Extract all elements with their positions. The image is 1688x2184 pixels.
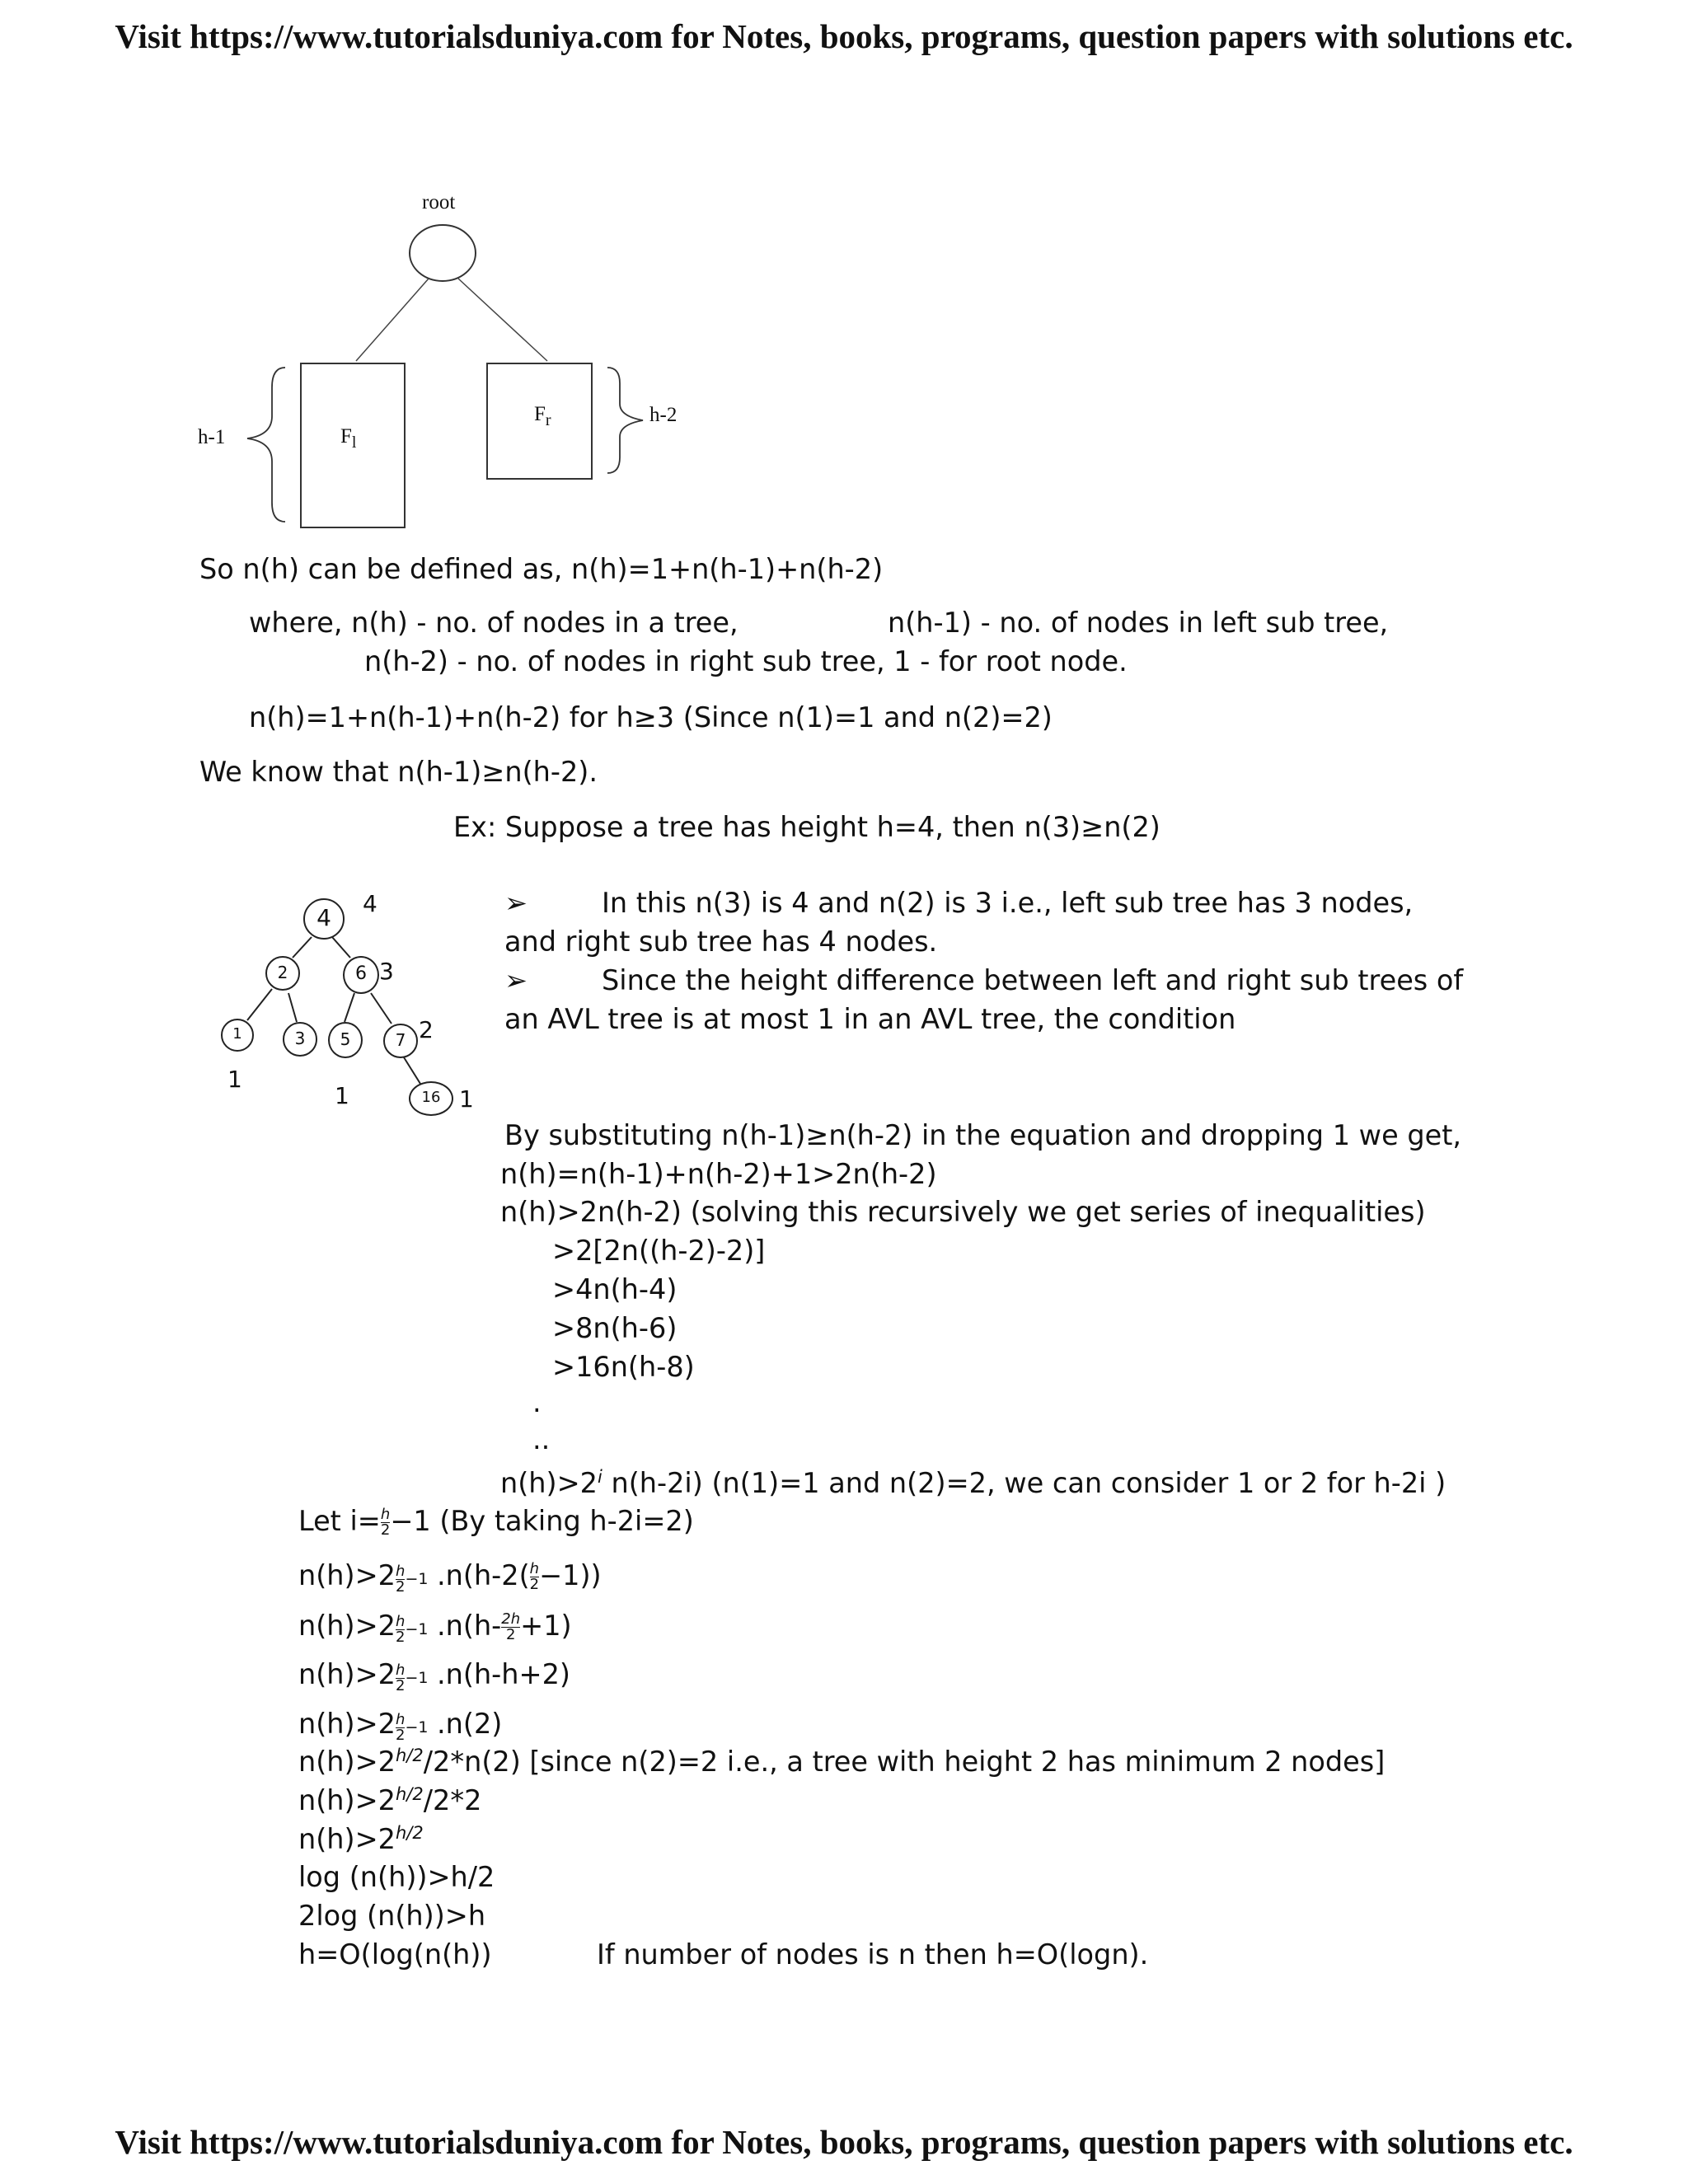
height-annotation-node-1: 1 xyxy=(227,1066,242,1093)
tree-node-4: 4 xyxy=(303,898,345,940)
power-line-2: n(h)>2 $\frac{h}{2}$ −1 .n(h- $\frac{2h}{2}$ +1) xyxy=(298,1610,572,1646)
tree-node-5: 5 xyxy=(328,1022,363,1058)
ellipsis-dot-1: . xyxy=(532,1386,542,1418)
bullet-1-line-2: and right sub tree has 4 nodes. xyxy=(504,926,938,958)
recurrence-line: n(h)=1+n(h-1)+n(h-2) for h≥3 (Since n(1)=1 and n(2)=2) xyxy=(249,701,1053,733)
power-line-4: n(h)>2 $\frac{h}{2}$ −1 .n(2) xyxy=(298,1708,503,1744)
let-line: Let i= $\frac{h}{2}$ −1 (By taking h-2i=2) xyxy=(298,1505,694,1539)
log-line-1: log (n(h))>h/2 xyxy=(298,1861,495,1893)
bullet-2-line-2: an AVL tree is at most 1 in an AVL tree, the condition xyxy=(504,1003,1236,1035)
definition-line: So n(h) can be defined as, n(h)=1+n(h-1)+n(h-2) xyxy=(199,553,884,585)
conclusion-line: If number of nodes is n then h=O(logn). xyxy=(597,1938,1149,1971)
height-annotation-node-16: 1 xyxy=(459,1085,474,1113)
tree-node-6: 6 xyxy=(343,956,379,994)
power-line-1: n(h)>2 $\frac{h}{2}$ −1 .n(h-2( $\frac{h}{2}$ −1)) xyxy=(298,1559,602,1596)
bullet-1-line-1: ➢ In this n(3) is 4 and n(2) is 3 i.e., left sub tree has 3 nodes, xyxy=(504,887,1414,919)
bullet-arrow-icon: ➢ xyxy=(504,887,528,919)
where-line-1: where, n(h) - no. of nodes in a tree, xyxy=(249,607,738,639)
tree-node-3: 3 xyxy=(283,1022,317,1057)
root-label: root xyxy=(422,191,456,213)
tree-node-1: 1 xyxy=(221,1019,254,1052)
power-line-6: $n(h)>2^{h/2}/2*2$ xyxy=(298,1784,482,1817)
power-line-7: $n(h)>2^{h/2}$ xyxy=(298,1823,424,1856)
power-line-3: n(h)>2 $\frac{h}{2}$ −1 .n(h-h+2) xyxy=(298,1658,570,1694)
height-annotation-right-child: 3 xyxy=(379,958,394,985)
step-6: >16n(h-8) xyxy=(552,1351,695,1383)
left-height-label: h-1 xyxy=(198,426,226,448)
example-line: Ex: Suppose a tree has height h=4, then n(3)≥n(2) xyxy=(453,811,1160,843)
step-3: >2[2n((h-2)-2)] xyxy=(552,1235,766,1267)
step-1: n(h)=n(h-1)+n(h-2)+1>2n(h-2) xyxy=(500,1158,937,1190)
tree-node-16: 16 xyxy=(409,1081,453,1116)
header-banner: Visit https://www.tutorialsduniya.com for Notes, books, programs, question papers with solutions etc. xyxy=(115,17,1573,55)
right-subtree-label: $F_r$ xyxy=(534,403,551,429)
general-form-line: $n(h)>2^i$ n(h-2i) (n(1)=1 and n(2)=2, we can consider 1 or 2 for h-2i ) xyxy=(500,1467,1447,1500)
step-5: >8n(h-6) xyxy=(552,1312,678,1344)
step-4: >4n(h-4) xyxy=(552,1273,678,1305)
substituting-line: By substituting n(h-1)≥n(h-2) in the equation and dropping 1 we get, xyxy=(504,1119,1461,1151)
height-annotation-root: 4 xyxy=(363,890,377,917)
where-line-2: n(h-1) - no. of nodes in left sub tree, xyxy=(888,607,1389,639)
bullet-2-line-1: ➢ Since the height difference between left and right sub trees of xyxy=(504,964,1464,996)
where-line-3: n(h-2) - no. of nodes in right sub tree, 1 - for root node. xyxy=(364,645,1128,677)
left-subtree-label: $F_l$ xyxy=(340,425,357,452)
step-2: n(h)>2n(h-2) (solving this recursively we get series of inequalities) xyxy=(500,1196,1426,1228)
right-height-label: h-2 xyxy=(649,404,678,426)
log-line-2: 2log (n(h))>h xyxy=(298,1900,486,1932)
know-line: We know that n(h-1)≥n(h-2). xyxy=(199,756,598,788)
big-o-line: h=O(log(n(h)) xyxy=(298,1938,492,1971)
ellipsis-dot-2: .. xyxy=(532,1423,551,1455)
tree-node-2: 2 xyxy=(265,956,300,991)
tree-node-7: 7 xyxy=(383,1024,418,1058)
footer-banner: Visit https://www.tutorialsduniya.com for Notes, books, programs, question papers with solutions etc. xyxy=(115,2123,1573,2161)
height-annotation-node-7: 2 xyxy=(419,1016,434,1043)
power-line-5: $n(h)>2^{h/2}/2*n(2)$ [since n(2)=2 i.e., a tree with height 2 has minimum 2 nodes] xyxy=(298,1746,1386,1779)
height-annotation-node-5: 1 xyxy=(335,1082,349,1109)
bullet-arrow-icon: ➢ xyxy=(504,964,528,996)
